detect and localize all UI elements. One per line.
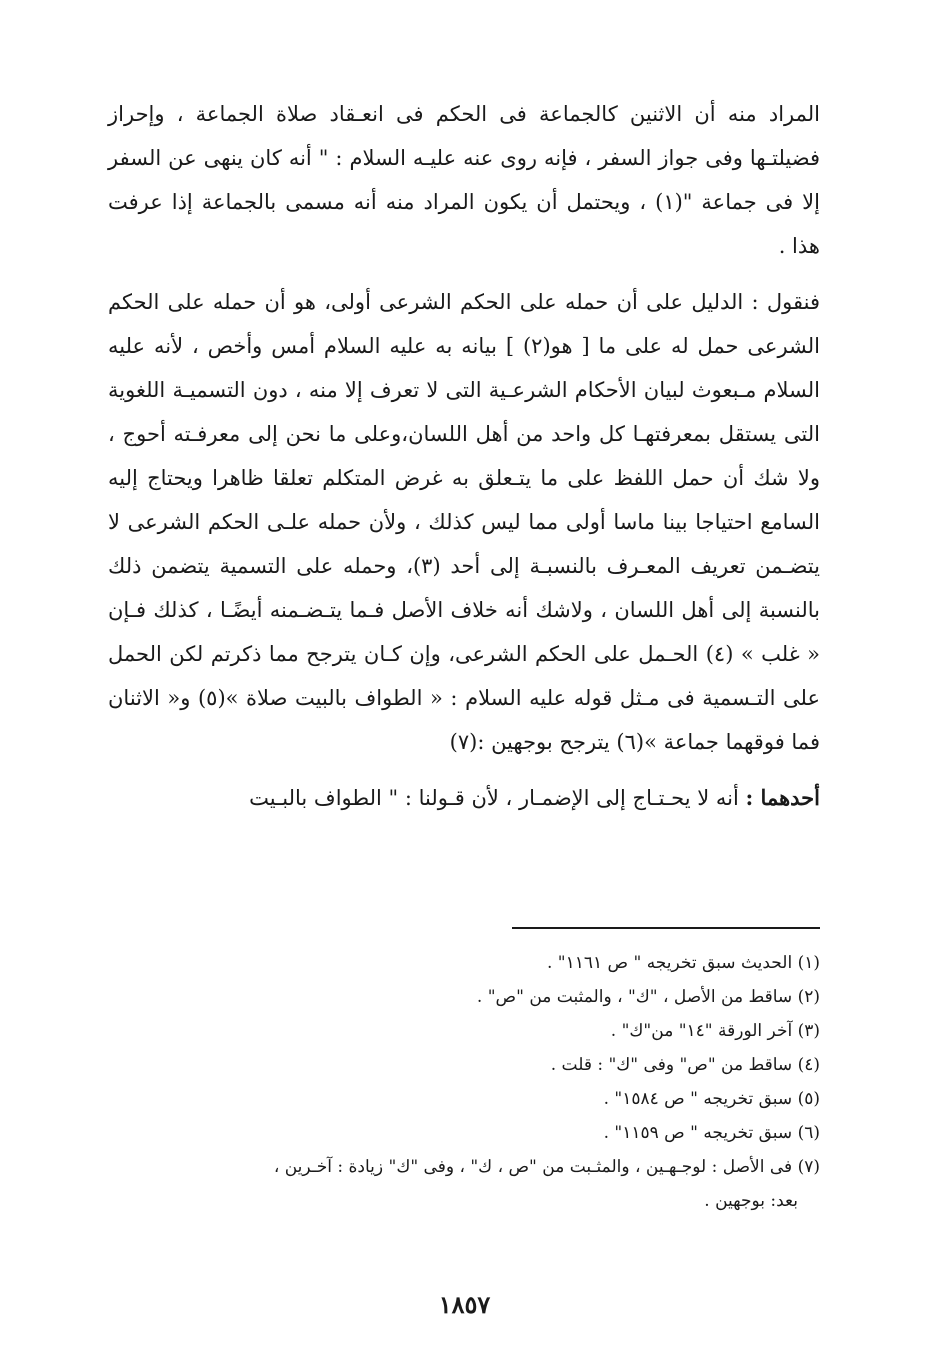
footnote-item: (٣) آخر الورقة "١٤" من"ك" . — [610, 1021, 820, 1041]
closing-line — [108, 776, 820, 820]
closing-line-lead: أحدهما : — [745, 785, 820, 810]
footnote-divider — [512, 927, 820, 929]
closing-line-text: أنه لا يحـتـاج إلى الإضمـار ، لأن قـولنا : " الطواف بالبـيت — [249, 786, 746, 810]
paragraph-1 — [108, 92, 820, 268]
footnote-item: (٧) فى الأصل : لوجـهـين ، والمثـبت من "ص ، ك" ، وفى "ك" زيادة : آخـرين ، — [273, 1157, 820, 1177]
paragraph-1-text: المراد منه أن الاثنين كالجماعة فى الحكم فى انعـقاد صلاة الجماعة ، وإحراز فضيلتـها وفى جواز السفر ، فإنه روى عنه عليـه السلام : " أنه كان ينهى عن السفر إلا فى جماعة "(١) ، ويحتمل أن يكون المراد منه أنه مسمى بالجماعة إذا عرفت هذا . — [108, 102, 820, 258]
paragraph-2 — [108, 280, 820, 764]
footnote-item: (٢) ساقط من الأصل ، "ك" ، والمثبت من "ص" . — [476, 987, 820, 1007]
footnote-continuation: بعد: بوجهين . — [704, 1191, 798, 1211]
paragraph-2-text: فنقول : الدليل على أن حمله على الحكم الشرعى أولى، هو أن حمله على الحكم الشرعى حمل له على ما [ هو(٢) ] بيانه به عليه السلام أمس وأخص ، لأنه عليه السلام مـبعوث لبيان الأحكام الشرعـية التى لا تعرف إلا منه ، دون التسميـة اللغوية التى يستقل بمعرفتهـا كل واحد من أهل اللسان،وعلى ما نحن إلى معرفـته أحوج ، ولا شك أن حمل اللفظ على ما يتـعلق به غرض المتكلم تعلقا ظاهرا ويحتاج إليه السامع احتياجا بينا ماسا أولى مما ليس كذلك ، ولأن حمله علـى الحكم الشرعى لا يتضـمن تعريف المعـرف بالنسبـة إلى أحد (٣)، وحمله على التسمية يتضمن ذلك بالنسبة إلى أهل اللسان ، ولاشك أنه خلاف الأصل فـما يتـضـمنه أيضًـا ، كذلك فـإن « غلب » (٤) الحـمل على الحكم الشرعى، وإن كـان يترجح مما ذكرتم لكن الحمل على التـسمية فى مـثل قوله عليه السلام : « الطواف بالبيت صلاة »(٥) و« الاثنان فما فوقهما جماعة »(٦) يترجح بوجهين :(٧) — [108, 290, 821, 754]
footnote-item: (١) الحديث سبق تخريجه " ص ١١٦١" . — [546, 953, 820, 973]
main-text — [108, 92, 820, 820]
page-number: ١٨٥٧ — [438, 1290, 491, 1319]
footnote-item: (٦) سبق تخريجه " ص ١١٥٩" . — [603, 1123, 820, 1143]
footnote-item: (٤) ساقط من "ص" وفى "ك" : قلت . — [550, 1055, 820, 1075]
footnotes-list — [108, 948, 820, 1220]
footnote-item: (٥) سبق تخريجه " ص ١٥٨٤" . — [603, 1089, 820, 1109]
